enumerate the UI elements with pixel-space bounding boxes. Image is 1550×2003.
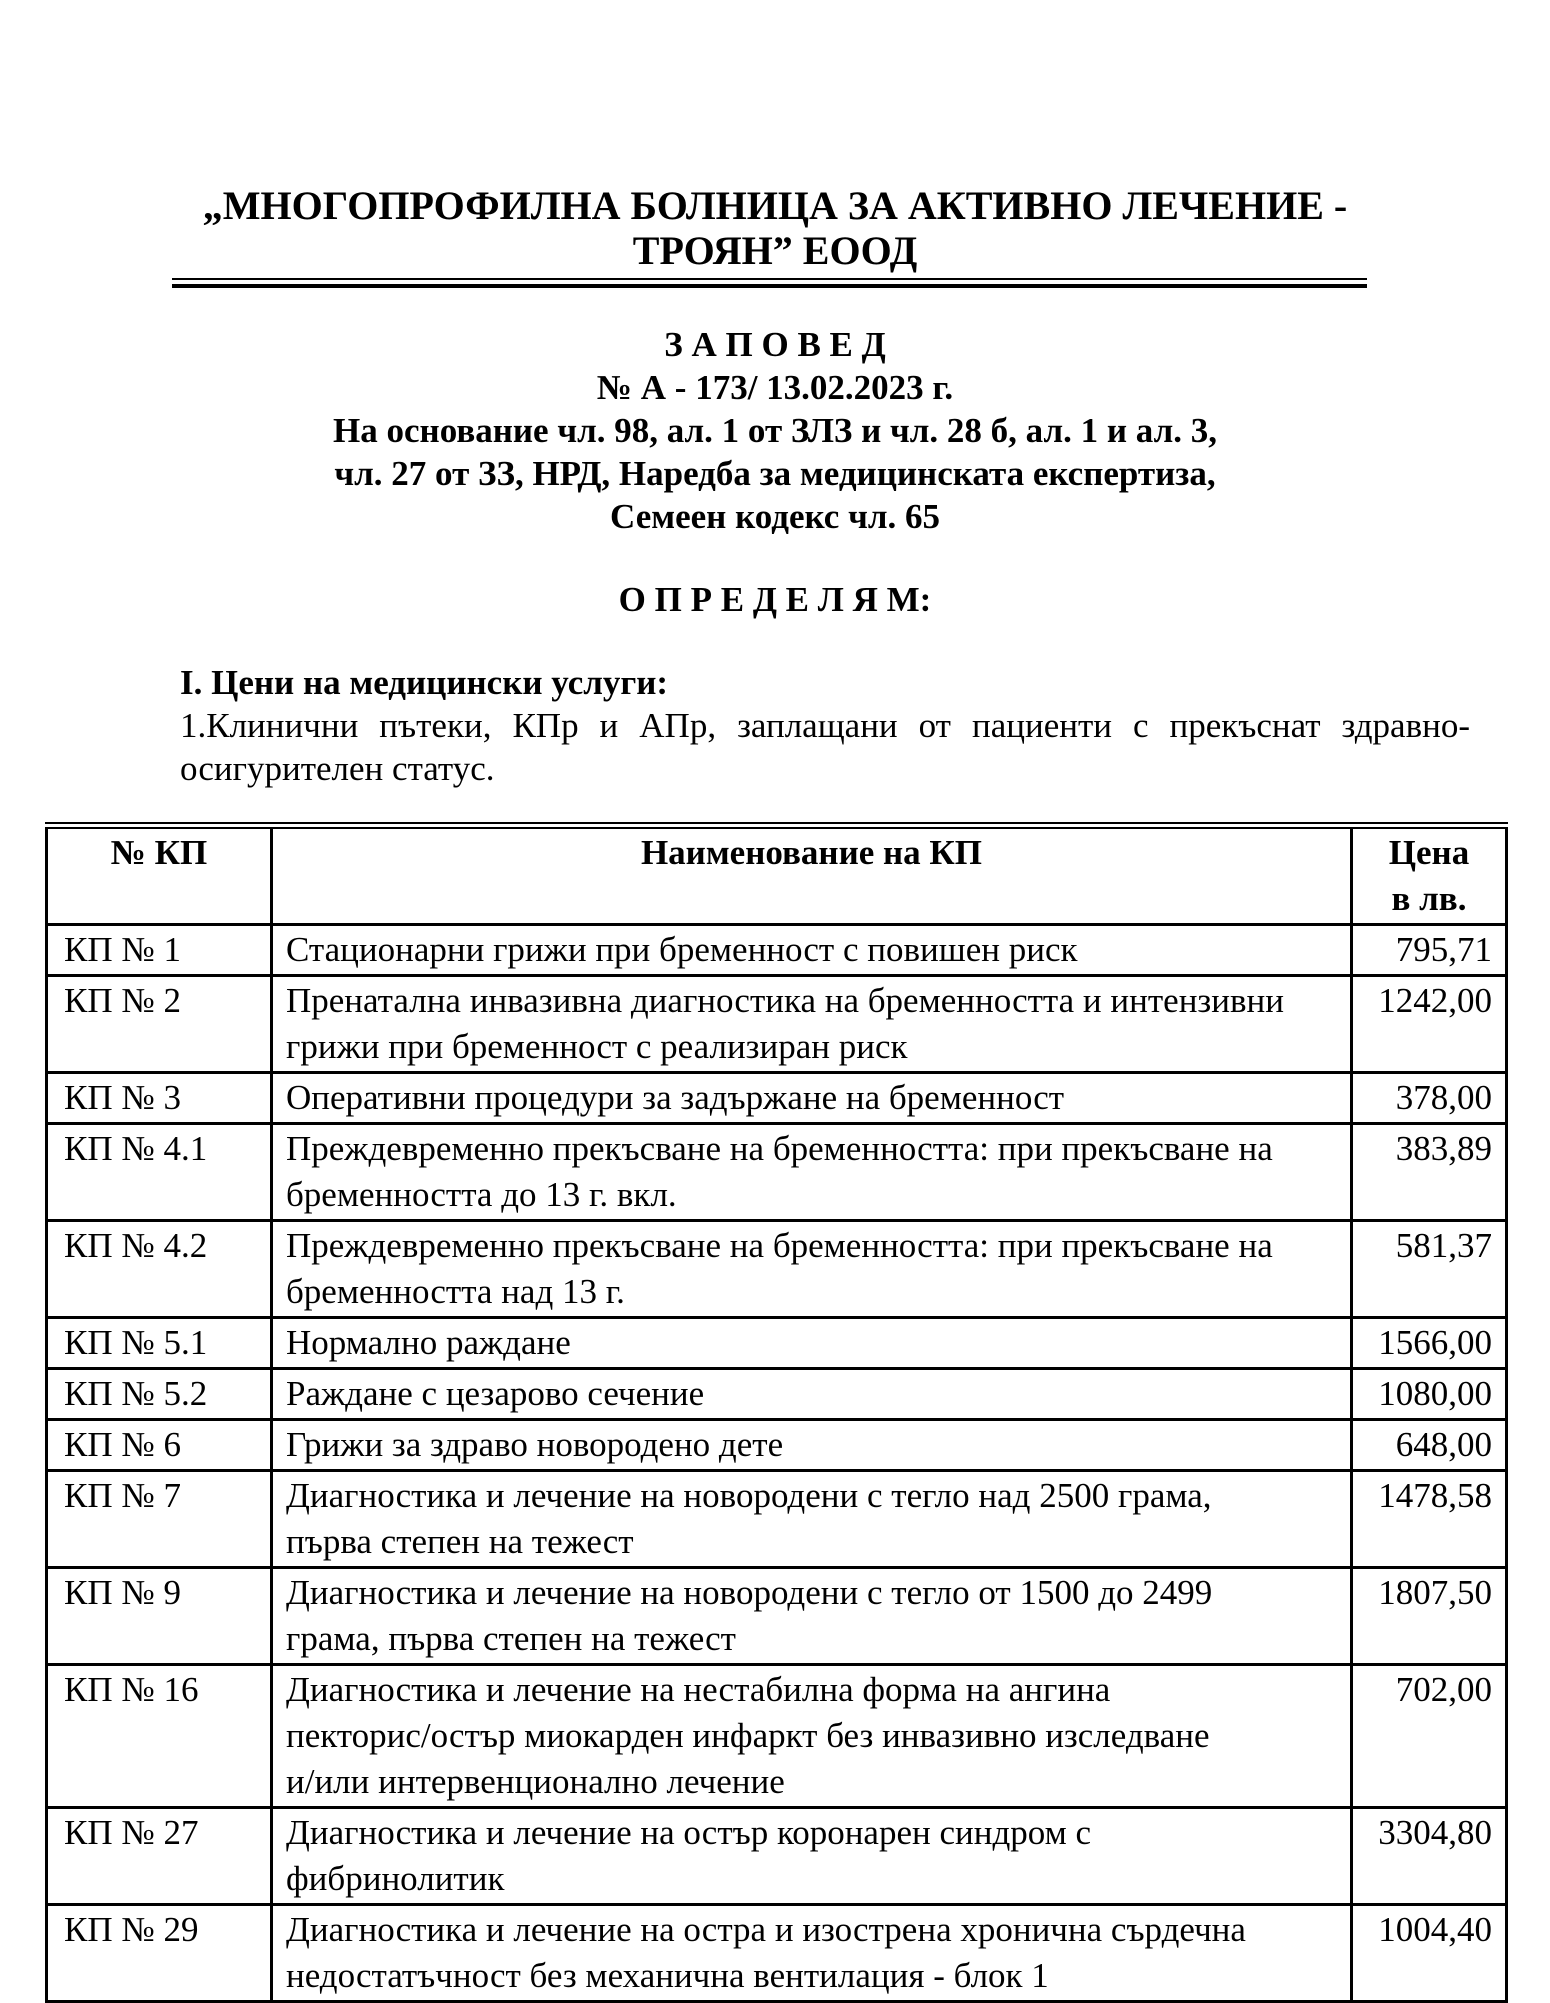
cell-kp-name: Пренатална инвазивна диагностика на бременността и интензивни грижи при бременност с реализиран риск [272,976,1352,1073]
cell-kp-code: КП № 16 [47,1665,272,1808]
determine-heading: О П Р Е Д Е Л Я М: [618,580,932,619]
column-header-price-line2: в лв. [1391,879,1467,918]
column-header-price-line1: Цена [1388,833,1470,872]
cell-kp-name: Оперативни процедури за задържане на бременност [272,1073,1352,1124]
cell-kp-name: Диагностика и лечение на новородени с тегло от 1500 до 2499 грама, първа степен на тежест [272,1568,1352,1665]
column-header-code: № КП [47,826,272,925]
cell-kp-name: Диагностика и лечение на новородени с тегло над 2500 грама, първа степен на тежест [272,1471,1352,1568]
column-header-price [1352,826,1507,925]
cell-kp-name: Нормално раждане [272,1318,1352,1369]
cell-kp-code: КП № 3 [47,1073,272,1124]
cell-kp-code: КП № 4.1 [47,1124,272,1221]
cell-kp-code: КП № 27 [47,1808,272,1905]
title-divider-rule [172,278,1367,288]
cell-kp-code: КП № 2 [47,976,272,1073]
table-row [47,1568,1507,1665]
cell-kp-code: КП № 6 [47,1420,272,1471]
cell-kp-price: 1807,50 [1352,1568,1507,1665]
hospital-title-line2: ТРОЯН” ЕООД [632,228,918,273]
table-row [47,1073,1507,1124]
table-row [47,1905,1507,2002]
table-row [47,1665,1507,1808]
cell-kp-price: 1242,00 [1352,976,1507,1073]
hospital-title-line1: „МНОГОПРОФИЛНА БОЛНИЦА ЗА АКТИВНО ЛЕЧЕНИЕ - [202,183,1348,228]
legal-basis-line: Семеен кодекс чл. 65 [610,497,940,536]
cell-kp-name: Диагностика и лечение на остър коронарен синдром с фибринолитик [272,1808,1352,1905]
price-table-header [47,826,1507,925]
cell-kp-name: Диагностика и лечение на остра и изострена хронична сърдечна недостатъчност без механична вентилация - блок 1 [272,1905,1352,2002]
intro-paragraph: 1.Клинични пътеки, КПр и АПр, заплащани от пациенти с прекъснат здравно-осигурителен статус. [180,706,1470,788]
table-row [47,925,1507,976]
cell-kp-name: Грижи за здраво новородено дете [272,1420,1352,1471]
price-table [45,822,1508,2003]
legal-basis-line: На основание чл. 98, ал. 1 от ЗЛЗ и чл. 28 б, ал. 1 и ал. 3, [333,411,1217,450]
cell-kp-name: Диагностика и лечение на нестабилна форма на ангина пекторис/остър миокарден инфаркт без инвазивно изследване и/или интервенционално лечение [272,1665,1352,1808]
order-number: № А - 173/ 13.02.2023 г. [596,368,954,407]
cell-kp-price: 648,00 [1352,1420,1507,1471]
cell-kp-code: КП № 29 [47,1905,272,2002]
cell-kp-code: КП № 5.2 [47,1369,272,1420]
column-header-name: Наименование на КП [272,826,1352,925]
cell-kp-price: 795,71 [1352,925,1507,976]
order-heading: З А П О В Е Д [664,325,886,364]
table-row [47,1318,1507,1369]
table-row [47,1124,1507,1221]
table-row [47,1221,1507,1318]
cell-kp-price: 378,00 [1352,1073,1507,1124]
cell-kp-code: КП № 9 [47,1568,272,1665]
cell-kp-name: Стационарни грижи при бременност с повишен риск [272,925,1352,976]
cell-kp-price: 1478,58 [1352,1471,1507,1568]
section-heading: I. Цени на медицински услуги: [180,663,669,702]
cell-kp-price: 1004,40 [1352,1905,1507,2002]
table-row [47,1369,1507,1420]
table-row [47,1808,1507,1905]
cell-kp-name: Преждевременно прекъсване на бременността: при прекъсване на бременността над 13 г. [272,1221,1352,1318]
cell-kp-code: КП № 5.1 [47,1318,272,1369]
cell-kp-name: Преждевременно прекъсване на бременността: при прекъсване на бременността до 13 г. вкл. [272,1124,1352,1221]
table-row [47,976,1507,1073]
section-block [180,661,1470,790]
price-table-body [47,925,1507,2002]
table-row [47,1420,1507,1471]
cell-kp-name: Раждане с цезарово сечение [272,1369,1352,1420]
cell-kp-code: КП № 4.2 [47,1221,272,1318]
cell-kp-price: 1080,00 [1352,1369,1507,1420]
legal-basis-line: чл. 27 от ЗЗ, НРД, Наредба за медицинската експертиза, [334,454,1216,493]
document-header [0,0,1550,273]
order-heading-block [0,323,1550,538]
table-row [47,1471,1507,1568]
cell-kp-price: 702,00 [1352,1665,1507,1808]
cell-kp-price: 3304,80 [1352,1808,1507,1905]
cell-kp-code: КП № 1 [47,925,272,976]
header-row [47,826,1507,925]
cell-kp-price: 581,37 [1352,1221,1507,1318]
cell-kp-price: 1566,00 [1352,1318,1507,1369]
cell-kp-code: КП № 7 [47,1471,272,1568]
cell-kp-price: 383,89 [1352,1124,1507,1221]
